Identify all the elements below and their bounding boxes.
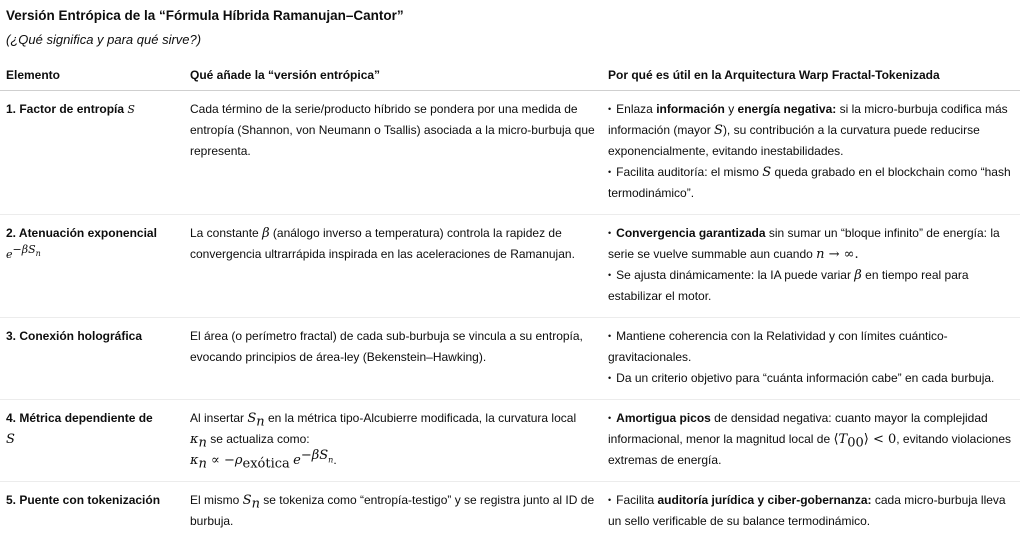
bullet-item bbox=[608, 490, 1014, 532]
text: de densidad negativa: cuanto mayor la complejidad informacional, menor la magnitud local de bbox=[608, 411, 988, 446]
math-symbol: T bbox=[838, 432, 848, 447]
math-superscript bbox=[12, 243, 41, 259]
math-symbol: S bbox=[127, 103, 135, 116]
text: Facilita auditoría: el mismo bbox=[616, 165, 763, 179]
adds-text: Cada término de la serie/producto híbrido se pondera por una medida de entropía (Shannon, von Neumann o Tsallis) asociada a la micro-burbuja que representa. bbox=[190, 102, 595, 158]
math-symbol: S bbox=[6, 432, 15, 447]
header-element: Elemento bbox=[0, 58, 184, 91]
table-row bbox=[0, 400, 1020, 482]
text: sin sumar un “bloque infinito” de energía: la serie se vuelve summable aun cuando bbox=[608, 226, 1000, 261]
math-symbol: S bbox=[714, 123, 723, 138]
row-element bbox=[0, 91, 184, 215]
table-header-row bbox=[0, 58, 1020, 91]
math-symbol: n bbox=[816, 247, 825, 262]
text: queda grabado en el blockchain como “hash termodinámico”. bbox=[608, 165, 1011, 200]
math-symbol: −βS bbox=[12, 243, 36, 256]
math-subscript: n bbox=[328, 455, 334, 465]
row-adds bbox=[184, 400, 602, 482]
header-adds: Qué añade la “versión entrópica” bbox=[184, 58, 602, 91]
math-symbol: −βS bbox=[300, 448, 329, 463]
math-symbol: κ bbox=[190, 453, 199, 468]
math-symbol: ⟩ bbox=[863, 432, 869, 447]
math-symbol: < 0 bbox=[868, 432, 897, 447]
bullet-item bbox=[608, 162, 1014, 204]
bold-text: Amortigua picos bbox=[616, 411, 711, 425]
page-title: Versión Entrópica de la “Fórmula Híbrida Ramanujan–Cantor” bbox=[6, 8, 404, 23]
table-row bbox=[0, 215, 1020, 318]
math-subscript: 00 bbox=[847, 435, 864, 451]
row-adds bbox=[184, 215, 602, 318]
text: Da un criterio objetivo para “cuánta información cabe” en cada burbuja. bbox=[616, 371, 995, 385]
math-symbol: ∝ − bbox=[206, 453, 235, 468]
row-useful bbox=[602, 91, 1020, 215]
math-subscript: n bbox=[251, 496, 260, 512]
text: cada micro-burbuja lleva un sello verificable de su balance termodinámico. bbox=[608, 493, 1006, 528]
math-subscript: n bbox=[198, 435, 207, 451]
bold-text: energía negativa: bbox=[737, 102, 837, 116]
table-row bbox=[0, 318, 1020, 400]
math-symbol: S bbox=[762, 165, 772, 180]
text: se tokeniza como “entropía-testigo” y se registra junto al ID de burbuja. bbox=[190, 493, 595, 528]
row-useful bbox=[602, 482, 1020, 543]
element-label: 4. Métrica dependiente de bbox=[6, 411, 153, 425]
bullet-item bbox=[608, 368, 1014, 389]
math-symbol: β bbox=[854, 268, 862, 283]
bold-text: información bbox=[656, 102, 725, 116]
text: se actualiza como: bbox=[206, 432, 310, 446]
row-adds bbox=[184, 482, 602, 543]
math-subscript: n bbox=[35, 249, 41, 259]
row-useful bbox=[602, 318, 1020, 400]
text: . bbox=[333, 453, 337, 467]
text: ), su contribución a la curvatura puede reducirse exponencialmente, evitando inestabilidades. bbox=[608, 123, 980, 158]
row-element bbox=[0, 318, 184, 400]
text: La constante bbox=[190, 226, 263, 240]
bullet-item bbox=[608, 408, 1014, 471]
bullet-item bbox=[608, 265, 1014, 307]
text: si la micro-burbuja codifica más información (mayor bbox=[608, 102, 1008, 137]
math-symbol: β bbox=[262, 226, 270, 241]
text: (análogo inverso a temperatura) controla la rapidez de convergencia ultrarrápida inspirada en las aceleraciones de Ramanujan. bbox=[190, 226, 575, 261]
text: El mismo bbox=[190, 493, 243, 507]
row-element bbox=[0, 400, 184, 482]
text: Enlaza bbox=[616, 102, 657, 116]
element-label: 5. Puente con tokenización bbox=[6, 493, 161, 507]
bold-text: auditoría jurídica y ciber-gobernanza: bbox=[657, 493, 872, 507]
text: Facilita bbox=[616, 493, 658, 507]
text: en tiempo real para estabilizar el motor. bbox=[608, 268, 969, 303]
row-adds bbox=[184, 91, 602, 215]
element-label: 2. Atenuación exponencial bbox=[6, 226, 157, 240]
math-symbol: S bbox=[242, 493, 252, 508]
table-row bbox=[0, 482, 1020, 543]
math-symbol: κ bbox=[190, 432, 199, 447]
element-label: 1. Factor de entropía bbox=[6, 102, 128, 116]
math-subscript: exótica bbox=[242, 456, 290, 472]
math-superscript bbox=[301, 448, 333, 463]
page-subtitle: (¿Qué significa y para qué sirve?) bbox=[6, 32, 202, 47]
text: en la métrica tipo-Alcubierre modificada, la curvatura local bbox=[264, 411, 577, 425]
bullet-item bbox=[608, 223, 1014, 265]
element-label: 3. Conexión holográfica bbox=[6, 329, 143, 343]
bullet-item bbox=[608, 326, 1014, 368]
text: Al insertar bbox=[190, 411, 248, 425]
math-symbol: ⟨ bbox=[833, 432, 839, 447]
row-useful bbox=[602, 215, 1020, 318]
text: Mantiene coherencia con la Relatividad y con límites cuántico-gravitacionales. bbox=[608, 329, 948, 364]
row-useful bbox=[602, 400, 1020, 482]
math-subscript: n bbox=[198, 456, 207, 472]
row-element bbox=[0, 482, 184, 543]
row-element bbox=[0, 215, 184, 318]
text: y bbox=[724, 102, 738, 116]
entropy-table bbox=[0, 58, 1020, 542]
bullet-item bbox=[608, 99, 1014, 162]
bold-text: Convergencia garantizada bbox=[616, 226, 766, 240]
math-symbol: S bbox=[247, 411, 257, 426]
math-symbol: ρ bbox=[234, 453, 243, 468]
header-useful: Por qué es útil en la Arquitectura Warp Fractal-Tokenizada bbox=[602, 58, 1020, 91]
math-symbol: e bbox=[293, 453, 301, 468]
math-subscript: n bbox=[256, 414, 265, 430]
table-row bbox=[0, 91, 1020, 215]
math-symbol: → ∞. bbox=[824, 247, 859, 262]
row-adds bbox=[184, 318, 602, 400]
text: El área (o perímetro fractal) de cada sub-burbuja se vincula a su entropía, evocando principios de área-ley (Bekenstein–Hawking). bbox=[190, 329, 583, 364]
text: , evitando violaciones extremas de energía. bbox=[608, 432, 1012, 467]
math-symbol: e bbox=[6, 248, 13, 261]
text: Se ajusta dinámicamente: la IA puede variar bbox=[616, 268, 855, 282]
